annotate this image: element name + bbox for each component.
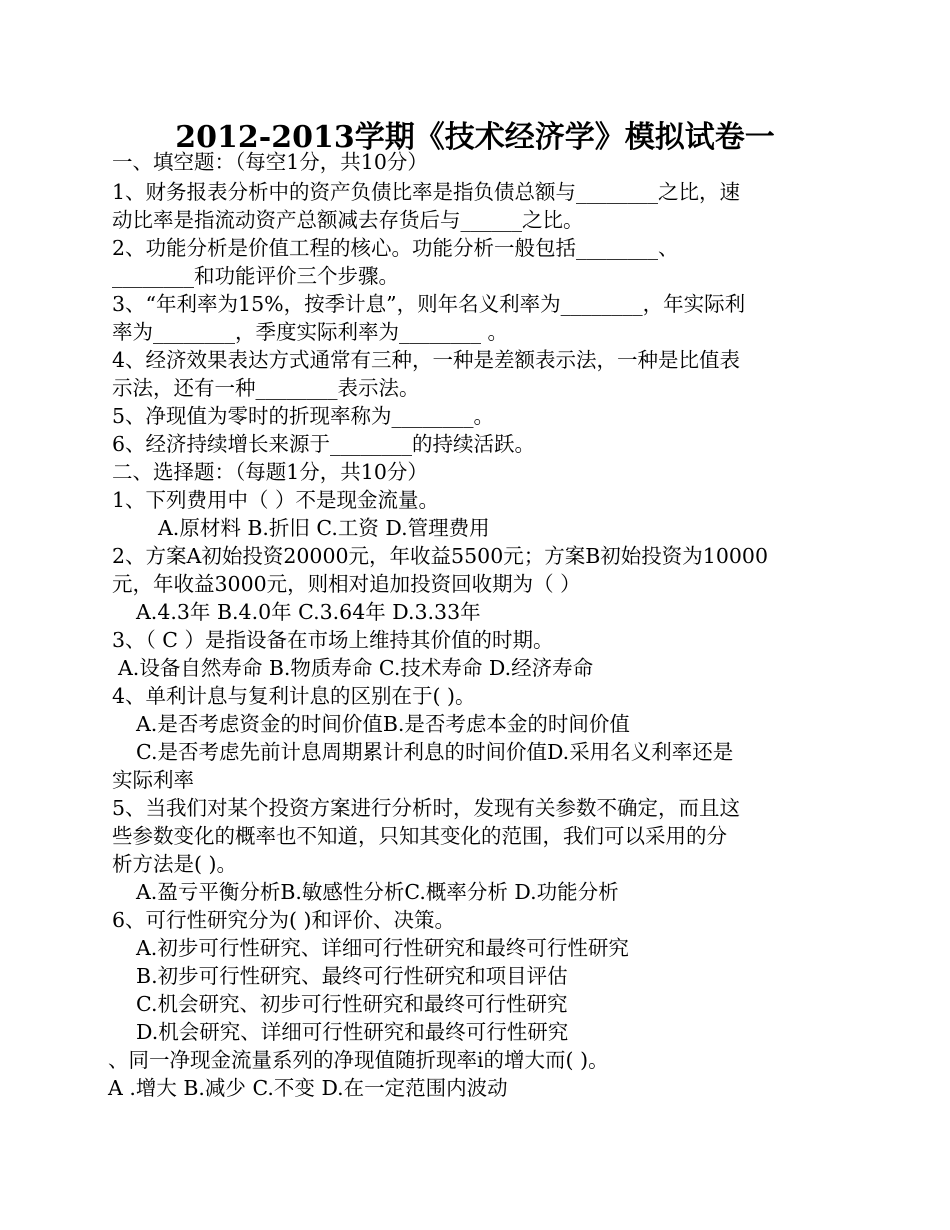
section-fill-blank-heading: 一、填空题：（每空1分，共10分） bbox=[112, 150, 428, 174]
question-line: 5、当我们对某个投资方案进行分析时，发现有关参数不确定，而且这 bbox=[112, 796, 741, 820]
question-line: 1、财务报表分析中的资产负债比率是指负债总额与________之比，速 bbox=[112, 180, 741, 204]
question-line: 2、方案A初始投资20000元，年收益5500元；方案B初始投资为10000 bbox=[112, 544, 769, 568]
question-line: 析方法是( )。 bbox=[112, 852, 238, 876]
question-line: 4、经济效果表达方式通常有三种，一种是差额表示法，一种是比值表 bbox=[112, 348, 741, 372]
question-line: 6、经济持续增长来源于________的持续活跃。 bbox=[112, 432, 536, 456]
option-line: A.设备自然寿命 B.物质寿命 C.技术寿命 D.经济寿命 bbox=[118, 656, 594, 680]
question-line: 、同一净现金流量系列的净现值随折现率i的增大而( )。 bbox=[108, 1048, 609, 1072]
question-line: 3、“年利率为15%，按季计息”，则年名义利率为________，年实际利 bbox=[112, 292, 746, 316]
question-line: 动比率是指流动资产总额减去存货后与______之比。 bbox=[112, 208, 584, 232]
option-line: C.机会研究、初步可行性研究和最终可行性研究 bbox=[136, 992, 568, 1016]
section-choice-heading: 二、选择题：（每题1分，共10分） bbox=[112, 460, 428, 484]
question-line: 2、功能分析是价值工程的核心。功能分析一般包括________、 bbox=[112, 236, 679, 260]
option-line: B.初步可行性研究、最终可行性研究和项目评估 bbox=[136, 964, 568, 988]
question-line: 元，年收益3000元，则相对追加投资回收期为（ ） bbox=[112, 572, 581, 596]
question-line: 4、单利计息与复利计息的区别在于( )。 bbox=[112, 684, 476, 708]
option-line: 实际利率 bbox=[112, 768, 194, 792]
option-line: A .增大 B.减少 C.不变 D.在一定范围内波动 bbox=[108, 1076, 508, 1100]
option-line: A.原材料 B.折旧 C.工资 D.管理费用 bbox=[158, 516, 490, 540]
question-line: 3、（ C ）是指设备在市场上维持其价值的时期。 bbox=[112, 628, 554, 652]
exam-title: 2012-2013学期《技术经济学》模拟试卷一 bbox=[175, 120, 775, 155]
option-line: A.是否考虑资金的时间价值B.是否考虑本金的时间价值 bbox=[136, 712, 630, 736]
question-line: 5、净现值为零时的折现率称为________。 bbox=[112, 404, 495, 428]
question-line: ________和功能评价三个步骤。 bbox=[112, 264, 399, 288]
question-line: 率为________，季度实际利率为________ 。 bbox=[112, 320, 509, 344]
option-line: A.4.3年 B.4.0年 C.3.64年 D.3.33年 bbox=[136, 600, 481, 624]
option-line: A.盈亏平衡分析B.敏感性分析C.概率分析 D.功能分析 bbox=[136, 880, 619, 904]
option-line: C.是否考虑先前计息周期累计利息的时间价值D.采用名义利率还是 bbox=[136, 740, 734, 764]
question-line: 示法，还有一种________表示法。 bbox=[112, 376, 420, 400]
option-line: D.机会研究、详细可行性研究和最终可行性研究 bbox=[136, 1020, 569, 1044]
question-line: 6、可行性研究分为( )和评价、决策。 bbox=[112, 908, 456, 932]
option-line: A.初步可行性研究、详细可行性研究和最终可行性研究 bbox=[136, 936, 629, 960]
question-line: 些参数变化的概率也不知道，只知其变化的范围，我们可以采用的分 bbox=[112, 824, 727, 848]
question-line: 1、下列费用中（ ）不是现金流量。 bbox=[112, 488, 440, 512]
